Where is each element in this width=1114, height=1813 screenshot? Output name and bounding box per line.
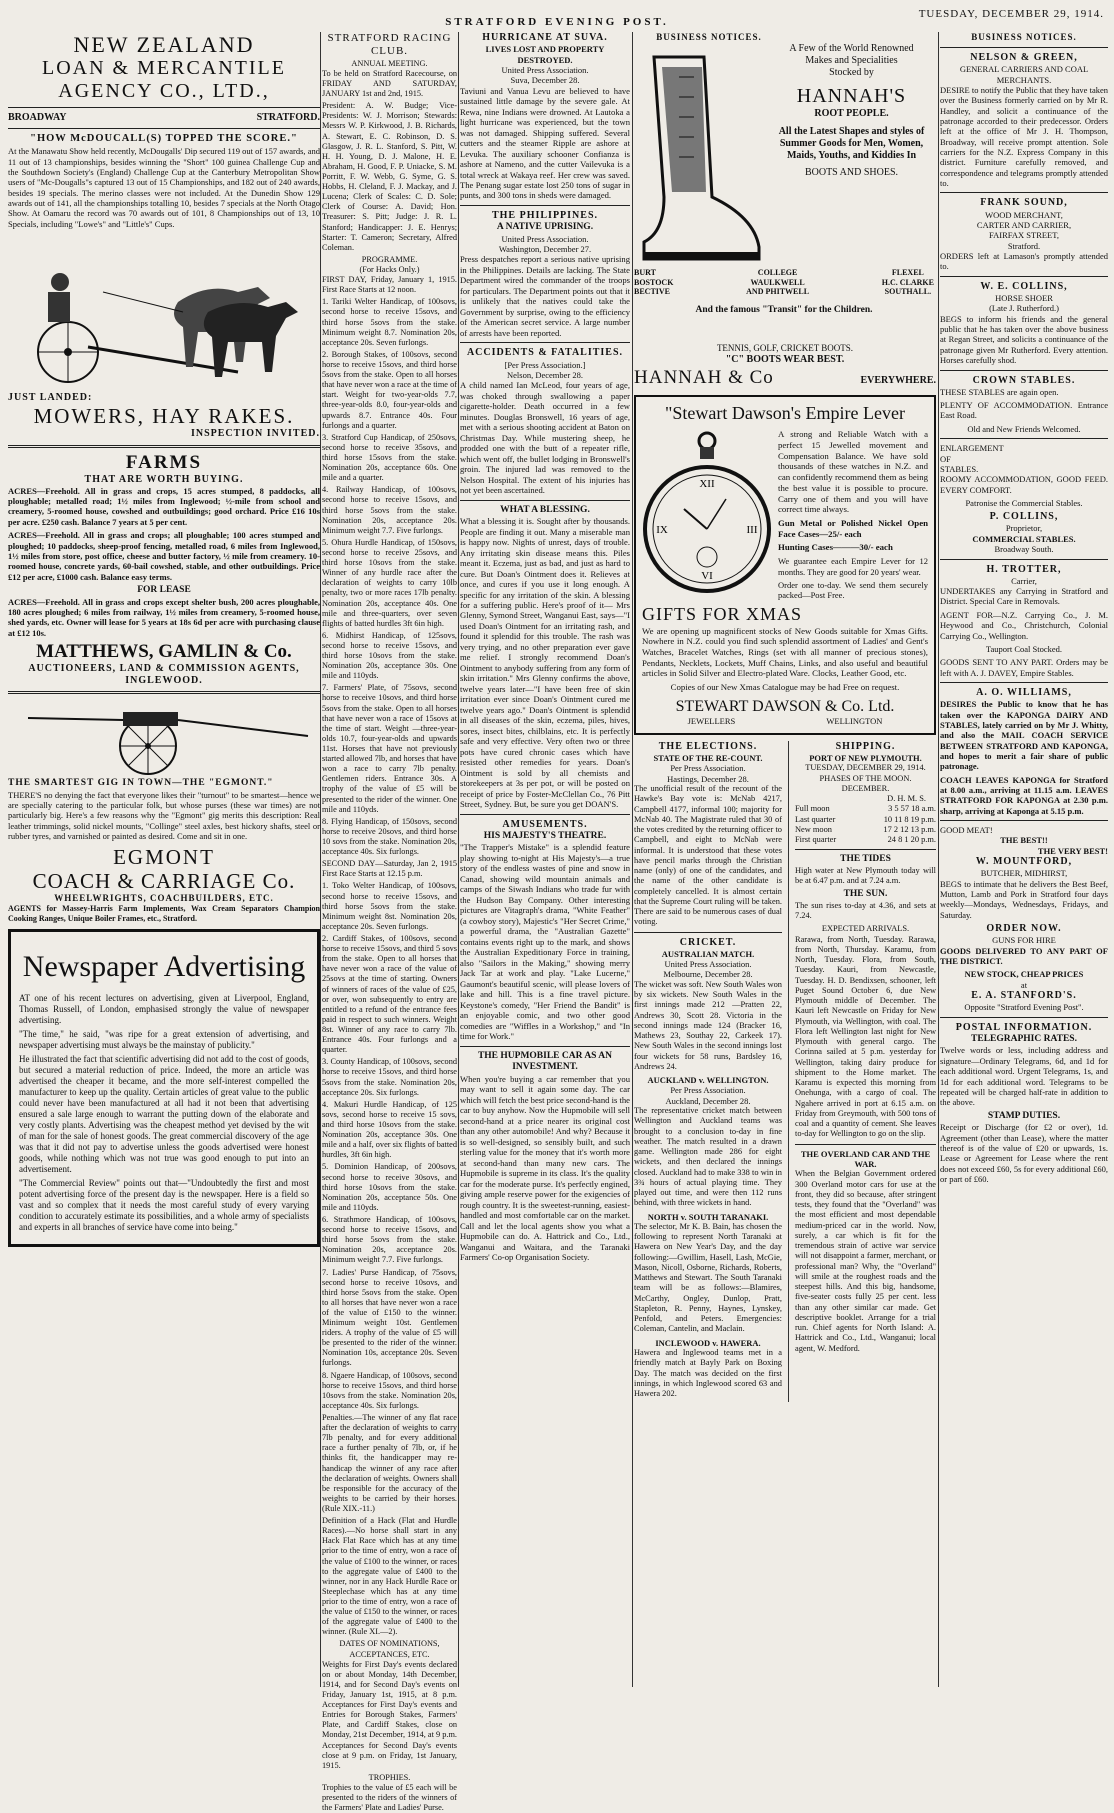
inspection-invited: INSPECTION INVITED. — [190, 428, 320, 440]
brand-bective: BECTIVE — [634, 287, 671, 297]
moon-phase: Last quarter — [795, 814, 836, 824]
hack-definition: Definition of a Hack (Flat and Hurdle Races).—No horse shall start in any Hack Flat Race which has at any time prior to the time of entry, won a race of the value of £100 to the winner, or races to the aggregate value of £400 to the winner, nor in any Hack Hurdle Race or Steeplechase which has at any time prior to the time of entry, won a race of the value of £150 to the winner, or races of the aggregate value of £400 to the winner. (Rule XI.—2). — [322, 1516, 457, 1637]
hannah-root: ROOT PEOPLE. — [814, 107, 889, 119]
race-item: 2. Cardiff Stakes, of 100sovs, second horse to receive 15sovs, and third 5 sovs from the stake. Open to all horses that have never won a race of the value of 25sovs at the time of starting. Owners of winners of races of the value of £25, or over, won subsequently to entry are entitled to a refund of the entrance fees paid in respect to such winners. Weight 8st. Winner of any race to carry 7lb. Entrance 40s. Four furlongs and a quarter. — [322, 934, 457, 1055]
second-day: SECOND DAY—Saturday, Jan 2, 1915 First Race Starts at 12.15 p.m. — [322, 859, 457, 879]
philippines-source: United Press Association. — [501, 233, 589, 244]
penalties: Penalties.—The winner of any flat race after the declaration of weights to carry 7lb penalty, and for every additional race a further penalty of 7lb, or, if he thinks fit, the handicapper may re-handicap the winner of any race after the declaration of weights. Owners shall be responsible for the accuracy of the weights to be carried by their horses. (Rule XIX.-11.) — [322, 1413, 457, 1514]
hannah-tennis: TENNIS, GOLF, CRICKET BOOTS. — [716, 342, 854, 353]
frank-head: FRANK SOUND, — [980, 197, 1068, 209]
frank-sub-3: FAIRFAX STREET, — [989, 230, 1059, 241]
column-3 — [460, 32, 630, 1687]
crown-body: THESE STABLES are again open. — [940, 386, 1059, 397]
moon-head: PHASES OF THE MOON. — [819, 773, 912, 783]
tauport: Tauport Coal Stocked. — [985, 643, 1063, 654]
cricket-source: United Press Association. — [664, 959, 752, 970]
hannah-intro-2: Makes and Specialities — [805, 55, 898, 67]
egmont-name: EGMONT — [113, 844, 215, 869]
column-1 — [8, 32, 320, 1687]
sun-body: The sun rises to-day at 4.36, and sets at 7.24. — [795, 900, 936, 921]
moon-row — [795, 835, 936, 845]
newspaper-advertising-title: Newspaper Advertising — [22, 950, 306, 984]
race-item: 6. Midhirst Handicap, of 125sovs, second horse to receive 15sovs, and third horse 10sovs from the stake. Nomination 20s, acceptance 30s. One mile and 110yds. — [322, 630, 457, 681]
philippines-dateline: Washington, December 27. — [498, 244, 592, 255]
moon-values: 24 8 1 20 p.m. — [887, 835, 936, 845]
hannah-transit: And the famous "Transit" for the Children. — [695, 304, 873, 315]
cricket-body: The wicket was soft. New South Wales won by six wickets. New South Wales in the first innings made 212 —Pratten 22, Andrews 30, Scott 28. Victoria in the second innings made 124 (Bracker 16, Mathews 23, Southay 22, Carkeek 17). New South Wales in the second innings lost four wickets for 58 runs, Bardsley 16, Andrews 24. — [634, 979, 782, 1071]
cricket-dateline: Melbourne, December 28. — [663, 969, 753, 980]
commercial-stables: COMMERCIAL STABLES. — [972, 533, 1076, 544]
nz-body: At the Manawatu Show held recently, McDougalls' Dip secured 119 out of 157 awards, and 11 out of 13 championships, besides winning the "Short" 100 guinea Challenge Cup and the Southdown Society's (England) Challenge Cup at the Canterbury Metropolitan Show users of "Mc-Dougalls"s captured 13 out of 15 Championships, and 182 out of 240 awards, besides 19 specials. The merino classes were not included. At the Dunedin Show 129 awards out of 141, all the championships totalling 10, besides 7 specials at the North Otago Show. At Oamaru the record was 70 awards out of 101, 8 Championships out of 13, 10 Specials, including "Lowe's" and "Little's" Cups. — [8, 146, 320, 229]
overland-head: THE OVERLAND CAR AND THE WAR. — [800, 1148, 931, 1170]
news-para-1: AT one of his recent lectures on advertising, given at Liverpool, England, Thomas Russell, of London, emphasised strongly the value of newspaper advertising. — [19, 993, 309, 1026]
column-5 — [940, 32, 1108, 1687]
moon-phase: New moon — [795, 824, 832, 834]
egmont-agents: AGENTS for Massey-Harris Farm Implements, Wax Cream Separators Champion Cooking Ranges, Unique Boiler Frames, etc., Stratford. — [8, 903, 320, 923]
gig-body: THERE'S no denying the fact that everyone likes their "turnout" to be smartest—hence we are specially catering to the particular folk, but whose purses (these war times) are not particularly big. Here's a few reasons why the "Egmont" gig merits this description: Real leather trimmings, solid nickel mounts, "Collinge" steel axles, best hickory shafts, steel or rubber tyres, and varnished or painted as desired. Come and sit in one. — [8, 789, 320, 842]
arrivals-head: EXPECTED ARRIVALS. — [821, 924, 910, 934]
meat-best: THE BEST!! — [1000, 835, 1048, 846]
frank-body: ORDERS left at Lamason's promptly attended to. — [940, 251, 1108, 272]
empire-price-1: Gun Metal or Polished Nickel Open Face Cases—25/- each — [778, 518, 928, 539]
postal-head: POSTAL INFORMATION. — [955, 1021, 1093, 1033]
elections-cricket-column — [634, 741, 782, 1403]
elections-head: THE ELECTIONS. — [658, 740, 758, 752]
crown-welcome: Old and New Friends Welcomed. — [967, 423, 1081, 434]
moon-table — [795, 804, 936, 845]
telegraphic-body: Twelve words or less, including address and signature—Ordinary Telegrams, 6d, and 1d for each additional word. Urgent Telegrams, 1s, and 1d for each additional word. Telegrams to be repeated will be charged half-rate in addition to the above. — [940, 1045, 1108, 1108]
farm-listing-3: ACRES—Freehold. All in grass and crops except shelter bush, 200 acres ploughable, 180 acres ploughed; 6 miles from railway, 1½ miles from creamery, 5-roomed house, shed yards, etc. Owner will lease for 5 years at 18s 6d per acre with purchasing clause at £12 10s. — [8, 596, 320, 638]
nz-address-left: BROADWAY — [8, 112, 67, 124]
tides-head: THE TIDES — [840, 854, 891, 865]
empire-price-2: Hunting Cases———30/- each — [778, 542, 893, 553]
auckland-dateline: Auckland, December 28. — [665, 1095, 751, 1106]
gig-headline: THE SMARTEST GIG IN TOWN—THE "EGMONT." — [8, 778, 274, 789]
gig-illustration — [8, 698, 320, 778]
hannah-co: HANNAH & Co — [634, 367, 774, 389]
nz-address-right: STRATFORD. — [256, 112, 320, 124]
stewart-dawson-ad — [634, 395, 936, 734]
amusements-body: "The Trapper's Mistake" is a splendid feature play showing to-night at His Majesty's—a true story of the endless wastes of pine and snow in Canad, showing wild mountain animals and camps of the Siwash Indians who trade fur with the Hudson Bay Company. Other interesting pictures are Vitagraph's drama, "White Feather" (a cowboy story), Majestic's "Her Secret Crime," a powerful drama, the "Australian Gazette" contains events right up to the mark, and shows the Australian Expeditionary Force in training, also "Sailors in the Making," showing merry Jack Tar at work and play. "Lake Lucerne," Gaumont's beautiful scenic, will please lovers of lake and hill. This is a fine travel picture. Keystone's comedy, "Her Friend the Bandit" is an enjoyable comic, and two other good comedies are "Wiffles in a Workshop," and "In time for Work." — [460, 842, 630, 1042]
news-para-4: "The Commercial Review" points out that—"Undoubtedly the first and most potent advertising force of the present day is the newspaper. Here is a field so vast and so complex that it needs the most careful study of every varying condition to accurately estimate its possibilities, and a whole army of specialists and experts in all branches of service have come into being." — [19, 1177, 309, 1232]
moon-month: DECEMBER. — [841, 783, 890, 793]
inglewood-body: Hawera and Inglewood teams met in a friendly match at Bayly Park on Boxing Day. The match was decided on the first innings, in which Inglewood scored 63 and Hawera 202. — [634, 1348, 782, 1399]
nz-loan-ad — [8, 32, 320, 441]
svg-text:III: III — [746, 524, 758, 537]
proprietor: Proprietor, — [1005, 523, 1043, 534]
hupmobile-body: When you're buying a car remember that you may want to sell it again some day. The car which will fetch the best price second-hand is the car to buy anyhow. Now the Hupmobile will sell second-hand at a price nearer its original cost than any other automobile! And why? Because it is so well-designed, so sensibly built, and such sterling value for the money that it's worth more at second-hand than many new cars. The Hupmobile is supreme in its class. It's the quality car for the moderate purse. It's perfectly engined, giving ample reserve power for the exigencies of rough country. It is the sweetest-running, easiest-handled and most comfortable car on the market. Call and let the local agents show you what a Hupmobile can do. A. Hattrick and Co., Ltd., Wanganui and Waitara, and the Taranaki Farmers' Co-op Organisation Society. — [460, 1073, 630, 1263]
nz-address — [8, 112, 320, 124]
amusements-head: AMUSEMENTS. — [502, 818, 588, 830]
masthead — [0, 6, 1114, 28]
cricket-head: CRICKET. — [679, 936, 737, 948]
race-item: 1. Toko Welter Handicap, of 100sovs, second horse to receive 15sovs, and third horse 5sovs from the stake. Minimum weight 8st. Nomination 20s, acceptance 20s. Seven furlongs. — [322, 881, 457, 931]
news-para-2: "The time," he said, "was ripe for a great extension of advertising, and newspaper advertising must always be the mainstay of publicity." — [19, 1029, 309, 1051]
race-item: 1. Tariki Welter Handicap, of 100sovs, second horse to receive 15sovs, and third horse 5sovs from the stake. Minimum weight 8.7. Nomination 20s, acceptance 20s. Seven furlongs. — [322, 297, 457, 347]
column-rule — [632, 32, 633, 1687]
race-item: 8. Flying Handicap, of 150sovs, second horse to receive 20sovs, and third horse 10 sovs from the stake. Nomination 20s, acceptance 40s. Six furlongs. — [322, 816, 457, 857]
empire-lever-title: "Stewart Dawson's Empire Lever — [664, 403, 906, 424]
column-rule — [458, 32, 459, 1687]
race-item: 4. Makuri Hurdle Handicap, of 125 sovs, second horse to receive 15 sovs, and third horse 10sovs from the stake. Nomination 20s, acceptance 30s. One mile and a half, over six flights of batted hurdles, 3ft 6in high. — [322, 1099, 457, 1160]
hannah-intro-3: Stocked by — [829, 67, 874, 79]
farm-listing-2: ACRES—Freehold. All in grass and crops; all ploughable; 100 acres stumped and ploughed; 10 paddocks, sheep-proof fencing, metalled road, 6 miles from Inglewood, 1½ miles from store, post office, cheese and butter factory, ½ mile from creamery. 10-roomed house, concrete yards, 60-bail cowshed, stable, and other outbuildings. Price £12 per acre, £1000 cash. Balance easy terms. — [8, 530, 320, 582]
matthews-town: INGLEWOOD. — [125, 674, 203, 686]
empire-order: Order one to-day. We send them securely packed—Post Free. — [778, 579, 928, 601]
butcher: BUTCHER, MIDHIRST, — [980, 868, 1068, 879]
auckland-head: AUCKLAND v. WELLINGTON. — [647, 1075, 769, 1086]
philippines-body: Press despatches report a serious native uprising in the Philippines. Details are lacking. The State Department wired the commander of the troops for particulars. The Department points out that it is unlikely that the natives could take the Government by surprise, owing to the efficiency of the American secret service. A large number of arrests have been reported. — [460, 254, 630, 338]
race-item: 5. Dominion Handicap, of 200sovs, second horse to receive 30sovs, and third horse 10sovs from the stake. Nomination 20s, acceptance 50s. One mile and 110yds. — [322, 1162, 457, 1212]
nelson-head: NELSON & GREEN, — [970, 51, 1078, 63]
race-item: 8. Ngaere Handicap, of 100sovs, second horse to receive 15sovs, and third horse 10sovs from the stake. Nomination 20s, acceptance 40s. Six furlongs. — [322, 1370, 457, 1410]
williams-body: DESIRES the Public to know that he has taken over the KAPONGA DAIRY AND STABLES, lately carried on by Mr J. Whitty, and also the MAIL COACH SERVICE BETWEEN STRATFORD AND KAPONGA, and hopes to merit a fair share of public patronage. — [940, 699, 1108, 772]
roomy: ROOMY ACCOMMODATION, GOOD FEED. EVERY COMFORT. — [940, 474, 1108, 495]
horse-mower-illustration — [8, 232, 320, 392]
trotter-agents: AGENT FOR—N.Z. Carrying Co., J. M. Heywood and Co., Christchurch, Colonial Carrying Co., Wellington. — [940, 609, 1108, 641]
race-item: 3. County Handicap, of 100sovs, second horse to receive 15sovs, and third horse 5sovs from the stake. Nomination 20s, acceptance 20s. Six furlongs. — [322, 1057, 457, 1097]
farm-listing-1: ACRES—Freehold. All in grass and crops, 15 acres stumped, 8 paddocks, all ploughable; metalled road; 1½ miles from Inglewood; ½-mile from school and creamery, 5-roomed house, cowshed and outbuildings; good orchard. Price £16 10s per acre. £250 cash. Balance 7 years at 5 per cent. — [8, 485, 320, 527]
hupmobile-head: THE HUPMOBILE CAR AS AN INVESTMENT. — [477, 1050, 613, 1073]
farms-ad — [8, 452, 320, 688]
hannah-boots: BOOTS AND SHOES. — [804, 166, 899, 178]
nz-title-3: AGENCY CO., LTD., — [58, 80, 270, 103]
racing-officers: President: A. W. Budge; Vice-Presidents: W. J. Morrison; Stewards: Messrs W. P. Kirkwood, J. B. Richards, A. Stewart, E. C. Robinson, D. S. Glasgow, J. R. L. Stanford, S. Pitt, W. H. H. Young, D. J. Malone, H. E. Abraham, H. Good, F. P. Uniacke, S. M. Porritt, F. W. Webb, G. Syme, G. S. Hobbs, H. Cleland, F. J. Mackay, and J. Lucena; Clerk of Scales: C. D. Sole; Clerk of Course: A. David; Hon. Treasurer: S. Pitt; Judge: J. R. L. Stanford; Handicapper: J. E. Henrys; Starter: T. Cameron; Secretary, Alfred Coleman. — [322, 101, 457, 252]
for-hacks: (For Hacks Only.) — [359, 265, 420, 274]
moon-row — [795, 815, 936, 825]
nz-title-2: LOAN & MERCANTILE — [42, 57, 286, 80]
philippines-sub: A NATIVE UPRISING. — [496, 222, 594, 233]
goods-delivered: GOODS DELIVERED TO ANY PART OF THE DISTRICT. — [940, 945, 1108, 967]
port-date: TUESDAY, DECEMBER 29, 1914. — [805, 763, 926, 773]
brand-southall: SOUTHALL. — [884, 287, 932, 297]
mountford-body: BEGS to intimate that he delivers the Best Beef, Mutton, Lamb and Pork in Stratford four days weekly—Mondays, Wednesdays, Fridays, and Saturday. — [940, 878, 1108, 920]
frank-sub-4: Stratford. — [1007, 240, 1041, 251]
matthews-trade: AUCTIONEERS, LAND & COMMISSION AGENTS, — [28, 662, 300, 674]
empire-guarantee: We guarantee each Empire Lever for 12 months. They are good for 20 years' wear. — [778, 556, 928, 577]
trotter-body: UNDERTAKES any Carrying in Stratford and District. Special Care in Removals. — [940, 586, 1108, 607]
egmont-coach: COACH & CARRIAGE Co. — [32, 868, 296, 893]
nz-title-1: NEW ZEALAND — [73, 32, 255, 57]
hannah-intro-1: A Few of the World Renowned — [789, 42, 914, 54]
frank-sub-1: WOOD MERCHANT, — [985, 209, 1063, 220]
brand-college: COLLEGE — [757, 267, 798, 277]
inglewood-head: INCLEWOOD v. HAWERA. — [655, 1337, 761, 1348]
accidents-dateline: Nelson, December 28. — [506, 369, 583, 380]
mowers-rakes: MOWERS, HAY RAKES. — [33, 404, 295, 429]
amusements-sub: HIS MAJESTY'S THEATRE. — [483, 830, 607, 841]
stanford-opposite: Opposite "Stratford Evening Post". — [964, 1002, 1084, 1013]
guns-for-hire: GUNS FOR HIRE — [992, 935, 1056, 946]
accidents-source: [Per Press Association.] — [504, 359, 586, 370]
meat-very-best: THE VERY BEST! — [1037, 845, 1108, 856]
column-4 — [634, 32, 936, 1687]
at-word: at — [1020, 979, 1028, 990]
moon-phase: First quarter — [795, 835, 837, 845]
elections-body: The unofficial result of the recount of the Hawke's Bay vote is: McNab 4217, Campbell 4177, informal 100; majority for McNab 40. The Magistrate ruled that 30 of the votes credited by the returning officer to Campbell, and eight to McNab were informal. It is understood that these votes have pencil marks through the Christian name (only) of one of the candidates, and the name of the other candidate is completely cancelled. It is almost certain that the Supreme Court ruling will be taken. There are said to be numerous cases of dual voting. — [634, 784, 782, 927]
hannah-c-boots: "C" BOOTS WEAR BEST. — [725, 353, 845, 365]
programme-head: PROGRAMME. — [361, 254, 418, 264]
column-rule — [320, 32, 321, 1687]
moon-values: 10 11 8 19 p.m. — [883, 814, 936, 824]
annual-meeting: ANNUAL MEETING. — [351, 58, 428, 68]
order-now: ORDER NOW. — [986, 923, 1062, 935]
hurricane-dateline: Suva, December 28. — [510, 75, 580, 86]
blessing-head: WHAT A BLESSING. — [500, 504, 590, 515]
sun-head: THE SUN. — [843, 889, 888, 900]
hurricane-source: United Press Association. — [501, 64, 589, 75]
trophies-body: Trophies to the value of £5 each will be presented to the riders of the winners of the Farmers' Plate and Ladies' Purse. — [322, 1782, 457, 1813]
dates-body: Weights for First Day's events declared on or about Monday, 14th December, 1914, and for Second Day's events on Friday, January 1st, 1915, at 8 p.m. Acceptances for First Day's events and Entries for Borough Stakes, Farmers' Plate, and Cardiff Stakes, close on Monday, 21st December, 1914, at 9 p.m. Acceptances for Second Day's events close at 9 p.m. on Friday, 1st January, 1915. — [322, 1659, 457, 1770]
enlargement-2: OF — [940, 453, 951, 464]
collins-sub: HORSE SHOER — [995, 293, 1053, 303]
moon-columns: D. H. M. S. — [887, 794, 926, 804]
for-lease: FOR LEASE — [137, 584, 191, 595]
svg-text:VI: VI — [701, 570, 713, 583]
broadway-south: Broadway South. — [994, 544, 1054, 555]
hannah-everywhere: EVERYWHERE. — [860, 375, 936, 387]
dates-head: DATES OF NOMINATIONS, ACCEPTANCES, ETC. — [339, 1639, 440, 1659]
race-item: 5. Ohura Hurdle Handicap, of 150sovs, second horse to receive 25sovs, and third horse 10sovs from the stake. Winner of any hurdle race after the declaration of weights to carry 10lb penalty, two or more races 17lb penalty. Nomination 20s, acceptance 40s. One mile and three-quarters, over seven flights of batted hurdles 3ft 6in high. — [322, 537, 457, 628]
elections-source: Per Press Association. — [670, 763, 746, 774]
paper-title: STRATFORD EVENING POST. — [445, 16, 669, 28]
stamp-body: Receipt or Discharge (for £2 or over), 1d. Agreement (other than Lease), where the matter thereof is of the value of £20 or upwards, 1s. Lease or Agreement for Lease where the rent does not exceed £60, 5s for every additional £60, or part of £60. — [940, 1122, 1108, 1185]
tides-body: High water at New Plymouth today will be at 6.47 p.m. and at 7.24 a.m. — [795, 865, 936, 886]
auckland-source: Per Press Association. — [670, 1085, 746, 1096]
column-2 — [322, 32, 457, 1813]
hurricane-sub: LIVES LOST AND PROPERTY DESTROYED. — [485, 44, 605, 65]
blessing-body: What a blessing it is. Sought after by thousands. People are finding it out. Many a miserable man is happy now. Nights of unrest, days of trouble. Any irritating skin disease means this. Piles meant it. Eczema, just as bad, and just as hard to cure. But Doan's Ointment does it. Relieves at once, and cures if you use it long enough. A specific for any irritation of the skin. A blessing for a suffering public. Here's proof of it— Mrs Glenny, Symond Street, Wanganui East, says—"I used Doan's Ointment for an irritating rash, and found it splendid for this trouble. The rash was very trying, and no other preparation ever gave me relief. I strongly recommend Doan's Ointment to anybody suffering from any form of skin irritation." Mrs Glenny confirms the above, twelve years later—"I have been free of skin irritation ever since Doan's Ointment cured me twelve years ago." Doan's Ointment is splendid in all diseases of the skin, eczema, piles, hives, sores, insect bites, chilblains, etc. It is perfectly safe and very effective. Very often two or three pots have cured chronic cases which have resisted other remedies for years. Doan's Ointment is sold by all chemists and storekeepers at 3s per pot, or will be posted on receipt of price by Foster-McClellan Co., 76 Pitt Street, Sydney. But, be sure you get DOAN'S. — [460, 516, 630, 810]
svg-text:XII: XII — [699, 478, 715, 491]
mountford-name: W. MOUNTFORD, — [975, 856, 1073, 868]
north-south-head: NORTH v. SOUTH TARANAKI. — [647, 1211, 769, 1222]
moon-row — [795, 825, 936, 835]
telegraphic-head: TELEGRAPHIC RATES. — [971, 1033, 1077, 1044]
race-item: 6. Strathmore Handicap, of 100sovs, second horse to receive 15sovs, and third horse 5sovs from the stake. Nomination 20s, acceptance 20s. Minimum weight 7.7. Five furlongs. — [322, 1214, 457, 1265]
accidents-body: A child named Ian McLeod, four years of age, was choked through swallowing a paper cigarette-holder. Death occurred in a few minutes. Douglas Bronswell, 16 years of age, met with a serious shooting accident at Baton on Christmas Day. While mustering sheep, he prodded one with the butt of a repeater rifle, which went off, the bullet lodging in Bronswell's groin. The injured lad was removed to the Nelson Hospital. The extent of his injuries has not yet been ascertained. — [460, 380, 630, 496]
goods-sent: GOODS SENT TO ANY PART. Orders may be left with A. J. DAVEY, Empire Stables. — [940, 657, 1108, 678]
elections-dateline: Hastings, December 28. — [667, 773, 749, 784]
trophies-head: TROPHIES. — [368, 1772, 411, 1782]
gifts-catalogue: Copies of our New Xmas Catalogue may be had Free on request. — [670, 682, 900, 693]
just-landed: JUST LANDED: — [8, 392, 93, 404]
nelson-body: DESIRE to notify the Public that they have taken over the Business formerly carried on by Mr R. Handley, and solicit a continuance of the patronage accorded to their predecessor. Orders left at the office of Mr J. H. Thompson, Broadway, will receive prompt attention. Sole carriers for the N.Z. Express Company in this district. Furniture carefully removed, and correspondence and telegrams promptly attended to. — [940, 84, 1108, 189]
sd-jewellers: JEWELLERS — [687, 716, 736, 727]
hurricane-head: HURRICANE AT SUVA. — [482, 32, 608, 43]
trotter-sub: Carrier, — [1011, 575, 1037, 586]
business-notices-head: BUSINESS NOTICES. — [656, 32, 762, 42]
williams-head: A. O. WILLIAMS, — [976, 686, 1072, 698]
moon-row — [795, 804, 936, 814]
svg-text:IX: IX — [656, 524, 668, 537]
column-rule — [938, 32, 939, 1687]
auckland-body: The representative cricket match between Wellington and Auckland teams was brought to a conclusion to-day in fine weather. The match resulted in a drawn game. Wellington made 286 for eight wickets, and then declared the innings closed. Auckland had to make 338 to win in 3¾ hours of actual playing time. They played out time, and were then 112 runs behind, with three wickets in hand. — [634, 1106, 782, 1208]
patronise: Patronise the Commercial Stables. — [965, 497, 1083, 508]
moon-values: 3 5 57 18 a.m. — [888, 804, 936, 814]
racing-club-title: STRATFORD RACING CLUB. — [327, 32, 452, 58]
north-south-body: The selector, Mr K. B. Bain, has chosen the following to represent North Taranaki at Hawera on New Year's Day, and the day following:—Gwillim, Hasell, Lash, McGie, Mason, Nicoll, Osborne, Richards, Roberts, Matthews and Stewart. The South Taranaki team will be as follows:—Blamires, McCarthy, Ongley, Dunlop, Pratt, Stapleton, R. Penny, Haynes, Lynskey, Penfold, and Peters. Emergencies: Coleman, Cantelin, and Maclain. — [634, 1221, 782, 1334]
brand-bostock: BOSTOCK — [634, 277, 674, 287]
meat-head: GOOD MEAT! — [940, 825, 993, 836]
elections-sub: STATE OF THE RE-COUNT. — [653, 752, 763, 763]
stamp-head: STAMP DUTIES. — [987, 1110, 1061, 1121]
race-item: 3. Stratford Cup Handicap, of 250sovs, second horse to receive 35sovs, and third horse 15sovs from the stake. Nomination 20s, acceptance 60s. One mile and a quarter. — [322, 432, 457, 483]
shipping-head: SHIPPING. — [835, 740, 896, 752]
collins-head: W. E. COLLINS, — [980, 280, 1068, 292]
racing-intro: To be held on Stratford Racecourse, on FRIDAY AND SATURDAY, JANUARY 1st and 2nd, 1915. — [322, 68, 457, 99]
hannah-ad — [634, 43, 936, 343]
race-item: 2. Borough Stakes, of 100sovs, second horse to receive 15sovs, and third horse 5sovs from the stake. Open to all horses that have never won a race at the time of start. Weight for two-year-olds 7.7, three-year-olds 8.0, four-year-olds and upwards 8.7. Entrance 40s. Four furlongs and a quarter. — [322, 349, 457, 430]
race-item: 7. Farmers' Plate, of 75sovs, second horse to receive 10sovs, and third horse 5sovs from the stake. Open to all horses that have never won a race of 15sovs at the time of start. Weight —three-year-olds 10.7, four-year-olds and upwards 11st. Horses that have not previously started allowed 7lb, and horses that have won a race to carry 7lb penalty. Gentlemen riders. Entrance 30s. A trophy of the value of £5 will be presented to the rider of the winner. One mile and 110yds. — [322, 683, 457, 814]
crown-accommodation: PLENTY OF ACCOMMODATION. Entrance East Road. — [940, 400, 1108, 421]
egmont-trade: WHEELWRIGHTS, COACHBUILDERS, ETC. — [54, 892, 274, 903]
enlargement-3: STABLES. — [940, 463, 979, 474]
business-notices-head-right: BUSINESS NOTICES. — [971, 32, 1077, 42]
gifts-for-xmas: GIFTS FOR XMAS — [642, 603, 803, 624]
collins-body: BEGS to inform his friends and the general public that he has taken over the above business at Regan Street, and solicits a continuance of the patronage given Mr Rutherford. Every attention. Horses carefully shod. — [940, 313, 1108, 366]
first-day: FIRST DAY, Friday, January 1, 1915. First Race Starts at 12 noon. — [322, 275, 457, 295]
brand-flexel: FLEXEL — [891, 267, 924, 277]
nelson-sub: GENERAL CARRIERS AND COAL MERCHANTS. — [959, 64, 1089, 85]
matthews-name: MATTHEWS, GAMLIN & Co. — [36, 640, 292, 662]
stewart-dawson-name: STEWART DAWSON & Co. Ltd. — [675, 697, 895, 715]
p-collins: P. COLLINS, — [989, 511, 1059, 523]
race-item: 4. Railway Handicap, of 100sovs, second horse to receive 15sovs, and third horse 5sovs from the stake. Nomination 20s, acceptance 20s. Minimum weight 7.7. Five furlongs. — [322, 485, 457, 535]
empire-text: A strong and Reliable Watch with a perfect 15 Jewelled movement and Compensation Balance. We have sold thousands of these watches in N.Z. and can confidently recommend them as being the best value it is possible to procure. Carry one of them and you will have correct time always. — [778, 429, 928, 515]
trotter-head: H. TROTTER, — [986, 563, 1062, 575]
gifts-body: We are opening up magnificent stocks of New Goods suitable for Xmas Gifts. Nowhere in N.Z. could you find such splendid assortment of Ladies' and Gent's Watches, Bracelet Watches, Rings (set with all manner of precious stones), Pendants, Necklets, Lockets, Muff Chains, Links, and also useful and beautiful articles in Solid Silver and Electro-plated Ware. Clocks, Leather Good, etc. — [642, 625, 928, 679]
hurricane-body: Taviuni and Vanua Levu are believed to have sustained little damage by the severe gale. At Rewa, nine Indians were drowned. At Lautoka a light hurricane was experienced, but the town was not damaged. Shipping suffered. Several cutters and the steamer Ripple are ashore at Levuka. The auxiliary schooner Confianza is ashore at Nameno, and the cutter Vailevuka is a total wreck at Wakaya reef. Her crew was saved. The Penang sugar estate lost 250 tons of sugar in punts, and 300 tons in sheds were damaged. — [460, 85, 630, 201]
cricket-sub: AUSTRALIAN MATCH. — [661, 948, 755, 959]
hannah-latest: All the Latest Shapes and styles of Summer Goods for Men, Women, Maids, Youths, and Kiddies In — [778, 126, 925, 162]
paper-date: TUESDAY, DECEMBER 29, 1914. — [918, 8, 1104, 20]
new-stock: NEW STOCK, CHEAP PRICES — [964, 969, 1084, 980]
coach-times: COACH LEAVES KAPONGA for Stratford at 8.00 a.m., arriving at 11.15 a.m. LEAVES STRATFORD FOR KAPONGA at 2.30 p.m. sharp, arriving at Kaponga at 5.15 p.m. — [940, 774, 1108, 816]
shipping-column — [795, 741, 936, 1403]
arrivals-body: Rarawa, from North, Tuesday. Rarawa, from North, Thursday. Karamu, from North, Tuesday. Flora, from South, Tuesday. Kauri, from Newcastle, Tuesday. H. D. Bendixsen, schooner, left Puget Sound October 6, due New Plymouth middle of December. The Kauri left Newcastle on Friday for New Plymouth, via Wellington, with coal. The Flora left Wellington last night for New Plymouth with general cargo. The Corinna sailed at 5 p.m. yesterday for Wellington, taking dairy produce for shipment to the Home market. The Karamu is expected this morning from Onehunga, with a cargo of coal. The Ngahere arrived in port at 6.15 a.m. on Friday from Greymouth, with 500 tons of coal and a quantity of cement. She leaves to-day for Wellington to go on the slip. — [795, 934, 936, 1139]
nz-headline: "HOW McDOUCALL(S) TOPPED THE SCORE." — [30, 133, 298, 145]
philippines-head: THE PHILIPPINES. — [491, 209, 599, 221]
sd-wellington: WELLINGTON — [826, 716, 883, 727]
port-head: PORT OF NEW PLYMOUTH. — [809, 752, 922, 763]
stanford-name: E. A. STANFORD'S. — [971, 990, 1077, 1002]
pocket-watch-illustration — [642, 429, 772, 599]
farms-title: FARMS — [125, 451, 203, 473]
accidents-head: ACCIDENTS & FATALITIES. — [466, 347, 624, 359]
brand-waulkwell: WAULKWELL — [750, 277, 805, 287]
brand-burt: BURT — [634, 267, 656, 277]
crown-head: CROWN STABLES. — [972, 374, 1076, 386]
hannah-name: HANNAH'S — [796, 84, 907, 107]
moon-phase: Full moon — [795, 804, 830, 814]
collins-sub-2: (Late J. Rutherford.) — [989, 303, 1059, 314]
moon-values: 17 2 12 13 p.m. — [883, 824, 936, 834]
overland-body: When the Belgian Government ordered 300 Overland motor cars for use at the front, they did so because, after stringent tests, they found that the "Overland" was the most efficient and most dependable medium-priced car in the world. Now, surely, a car which is fit for the tremendous strain of active war service will not disappoint a farmer, merchant, or professional man? Why, the "Overland" will smile at the roughest roads and the steepest hills. And this big, handsome, five-seater costs fully 25 per cent. less than any other similar car made. Get descriptive booklet. Arrange for a trial run. Chief agents for North Island: A. Hattrick and Co., Ltd., Wanganui; local agent, W. Medford. — [795, 1169, 936, 1353]
brand-hc-clarke: H.C. CLARKE — [881, 277, 934, 287]
frank-sub-2: CARTER AND CARRIER, — [976, 220, 1072, 231]
farms-subtitle: THAT ARE WORTH BUYING. — [84, 473, 244, 485]
brand-phitwell: AND PHITWELL — [746, 287, 810, 297]
enlargement-1: ENLARGEMENT — [940, 443, 1004, 454]
news-para-3: He illustrated the fact that scientific advertising did not add to the cost of goods, but secured a material reduction of price. Indeed, the more an article was advertised the cheaper it became, and the more self-interest compelled the manufacturer to keep up the quality. Certain articles of great value to the public could never have been manufactured at all had it not been that advertising ensured a sale large enough to warrant the putting down of the elaborate and very costly plants. Advertising was the cheapest method yet devised by the wit of man for the sale of honest goods. The great commercial discovery of the age was that it did not pay to advertise unless the goods advertised were honest goods, while nothing which was not true was good enough to put into an advertisement. — [19, 1054, 309, 1174]
boot-illustration — [634, 47, 764, 267]
race-item: 7. Ladies' Purse Handicap, of 75sovs, second horse to receive 10sovs, and third horse 5sovs from the stake. Open to all horses that have never won a race of the value of £150 to the winner. Minimum weight 10st. Gentlemen riders. A trophy of the value of £5 will be presented to the rider of the winner. Nomination 10s, acceptance 20s. Seven furlongs. — [322, 1267, 457, 1368]
newspaper-advertising-ad — [8, 929, 320, 1246]
